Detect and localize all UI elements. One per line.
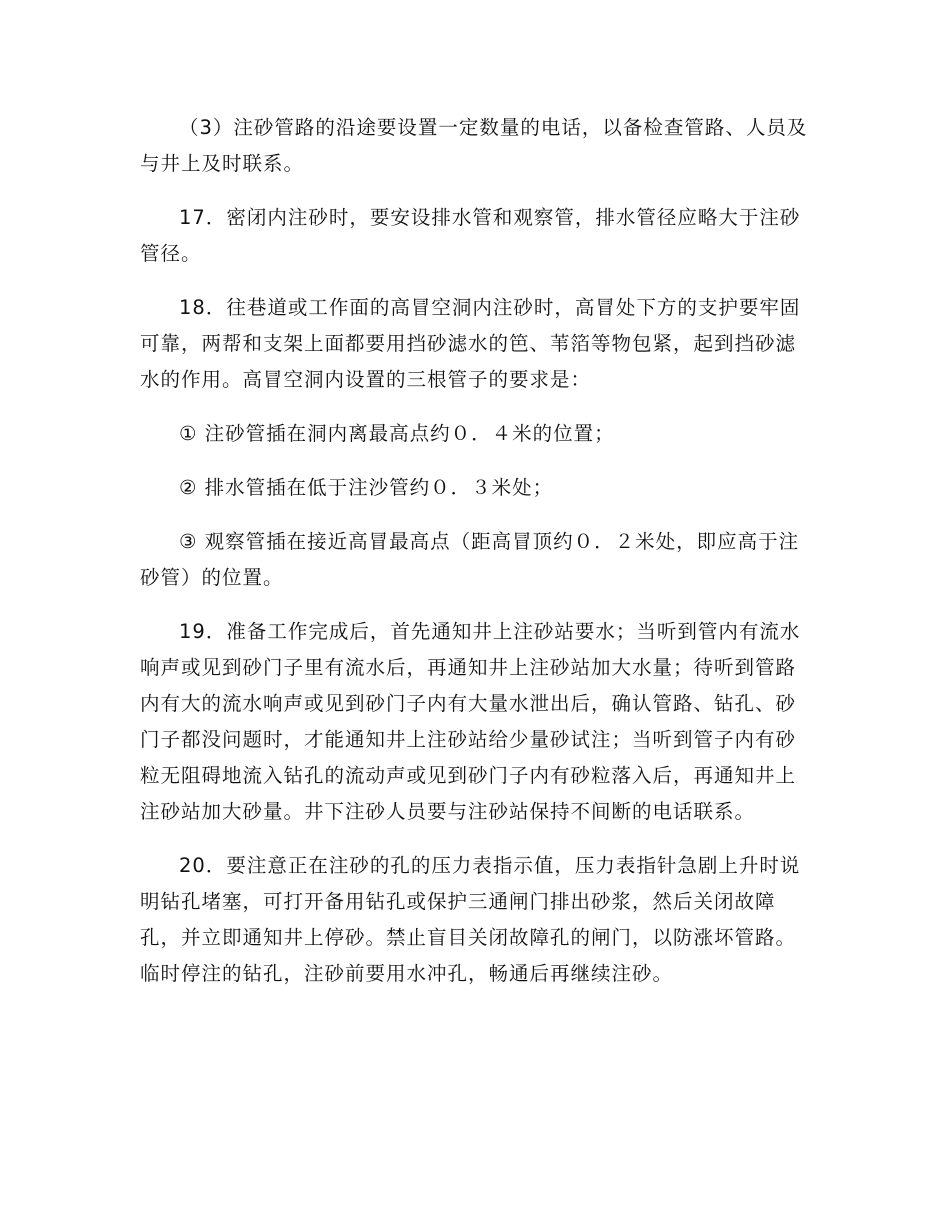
paragraph-item-19: 19．准备工作完成后，首先通知井上注砂站要水；当听到管内有流水响声或见到砂门子里有流水后，再通知井上注砂站加大水量；待听到管路内有大的流水响声或见到砂门子内有大量水泄出后，确认管路、钻孔、砂门子都没问题时，才能通知井上注砂站给少量砂试注；当听到管子内有砂粒无阻碍地流入钻孔的流动声或见到砂门子内有砂粒落入后，再通知井上注砂站加大砂量。井下注砂人员要与注砂站保持不间断的电话联系。 — [140, 620, 801, 823]
paragraph-item-17: 17．密闭内注砂时，要安设排水管和观察管，排水管径应略大于注砂管径。 — [140, 206, 801, 265]
paragraph-item-3: （3）注砂管路的沿途要设置一定数量的电话，以备检查管路、人员及与井上及时联系。 — [140, 116, 808, 175]
paragraph-subitem-3: ③ 观察管插在接近高冒最高点（距高冒顶约０．２米处，即应高于注砂管）的位置。 — [140, 530, 800, 589]
paragraph-item-18: 18．往巷道或工作面的高冒空洞内注砂时，高冒处下方的支护要牢固可靠，两帮和支架上面都要用挡砂滤水的笆、苇箔等物包紧，起到挡砂滤水的作用。高冒空洞内设置的三根管子的要求是： — [140, 296, 801, 391]
paragraph-item-20: 20．要注意正在注砂的孔的压力表指示值，压力表指针急剧上升时说明钻孔堵塞，可打开备用钻孔或保护三通闸门排出砂浆，然后关闭故障孔，并立即通知井上停砂。禁止盲目关闭故障孔的闸门，以防涨坏管路。临时停注的钻孔，注砂前要用水冲孔，畅通后再继续注砂。 — [140, 854, 801, 985]
paragraph-subitem-1: ① 注砂管插在洞内离最高点约０．４米的位置； — [179, 422, 615, 445]
paragraph-subitem-2: ② 排水管插在低于注沙管约０．３米处； — [179, 476, 554, 499]
document-body — [140, 110, 810, 1010]
